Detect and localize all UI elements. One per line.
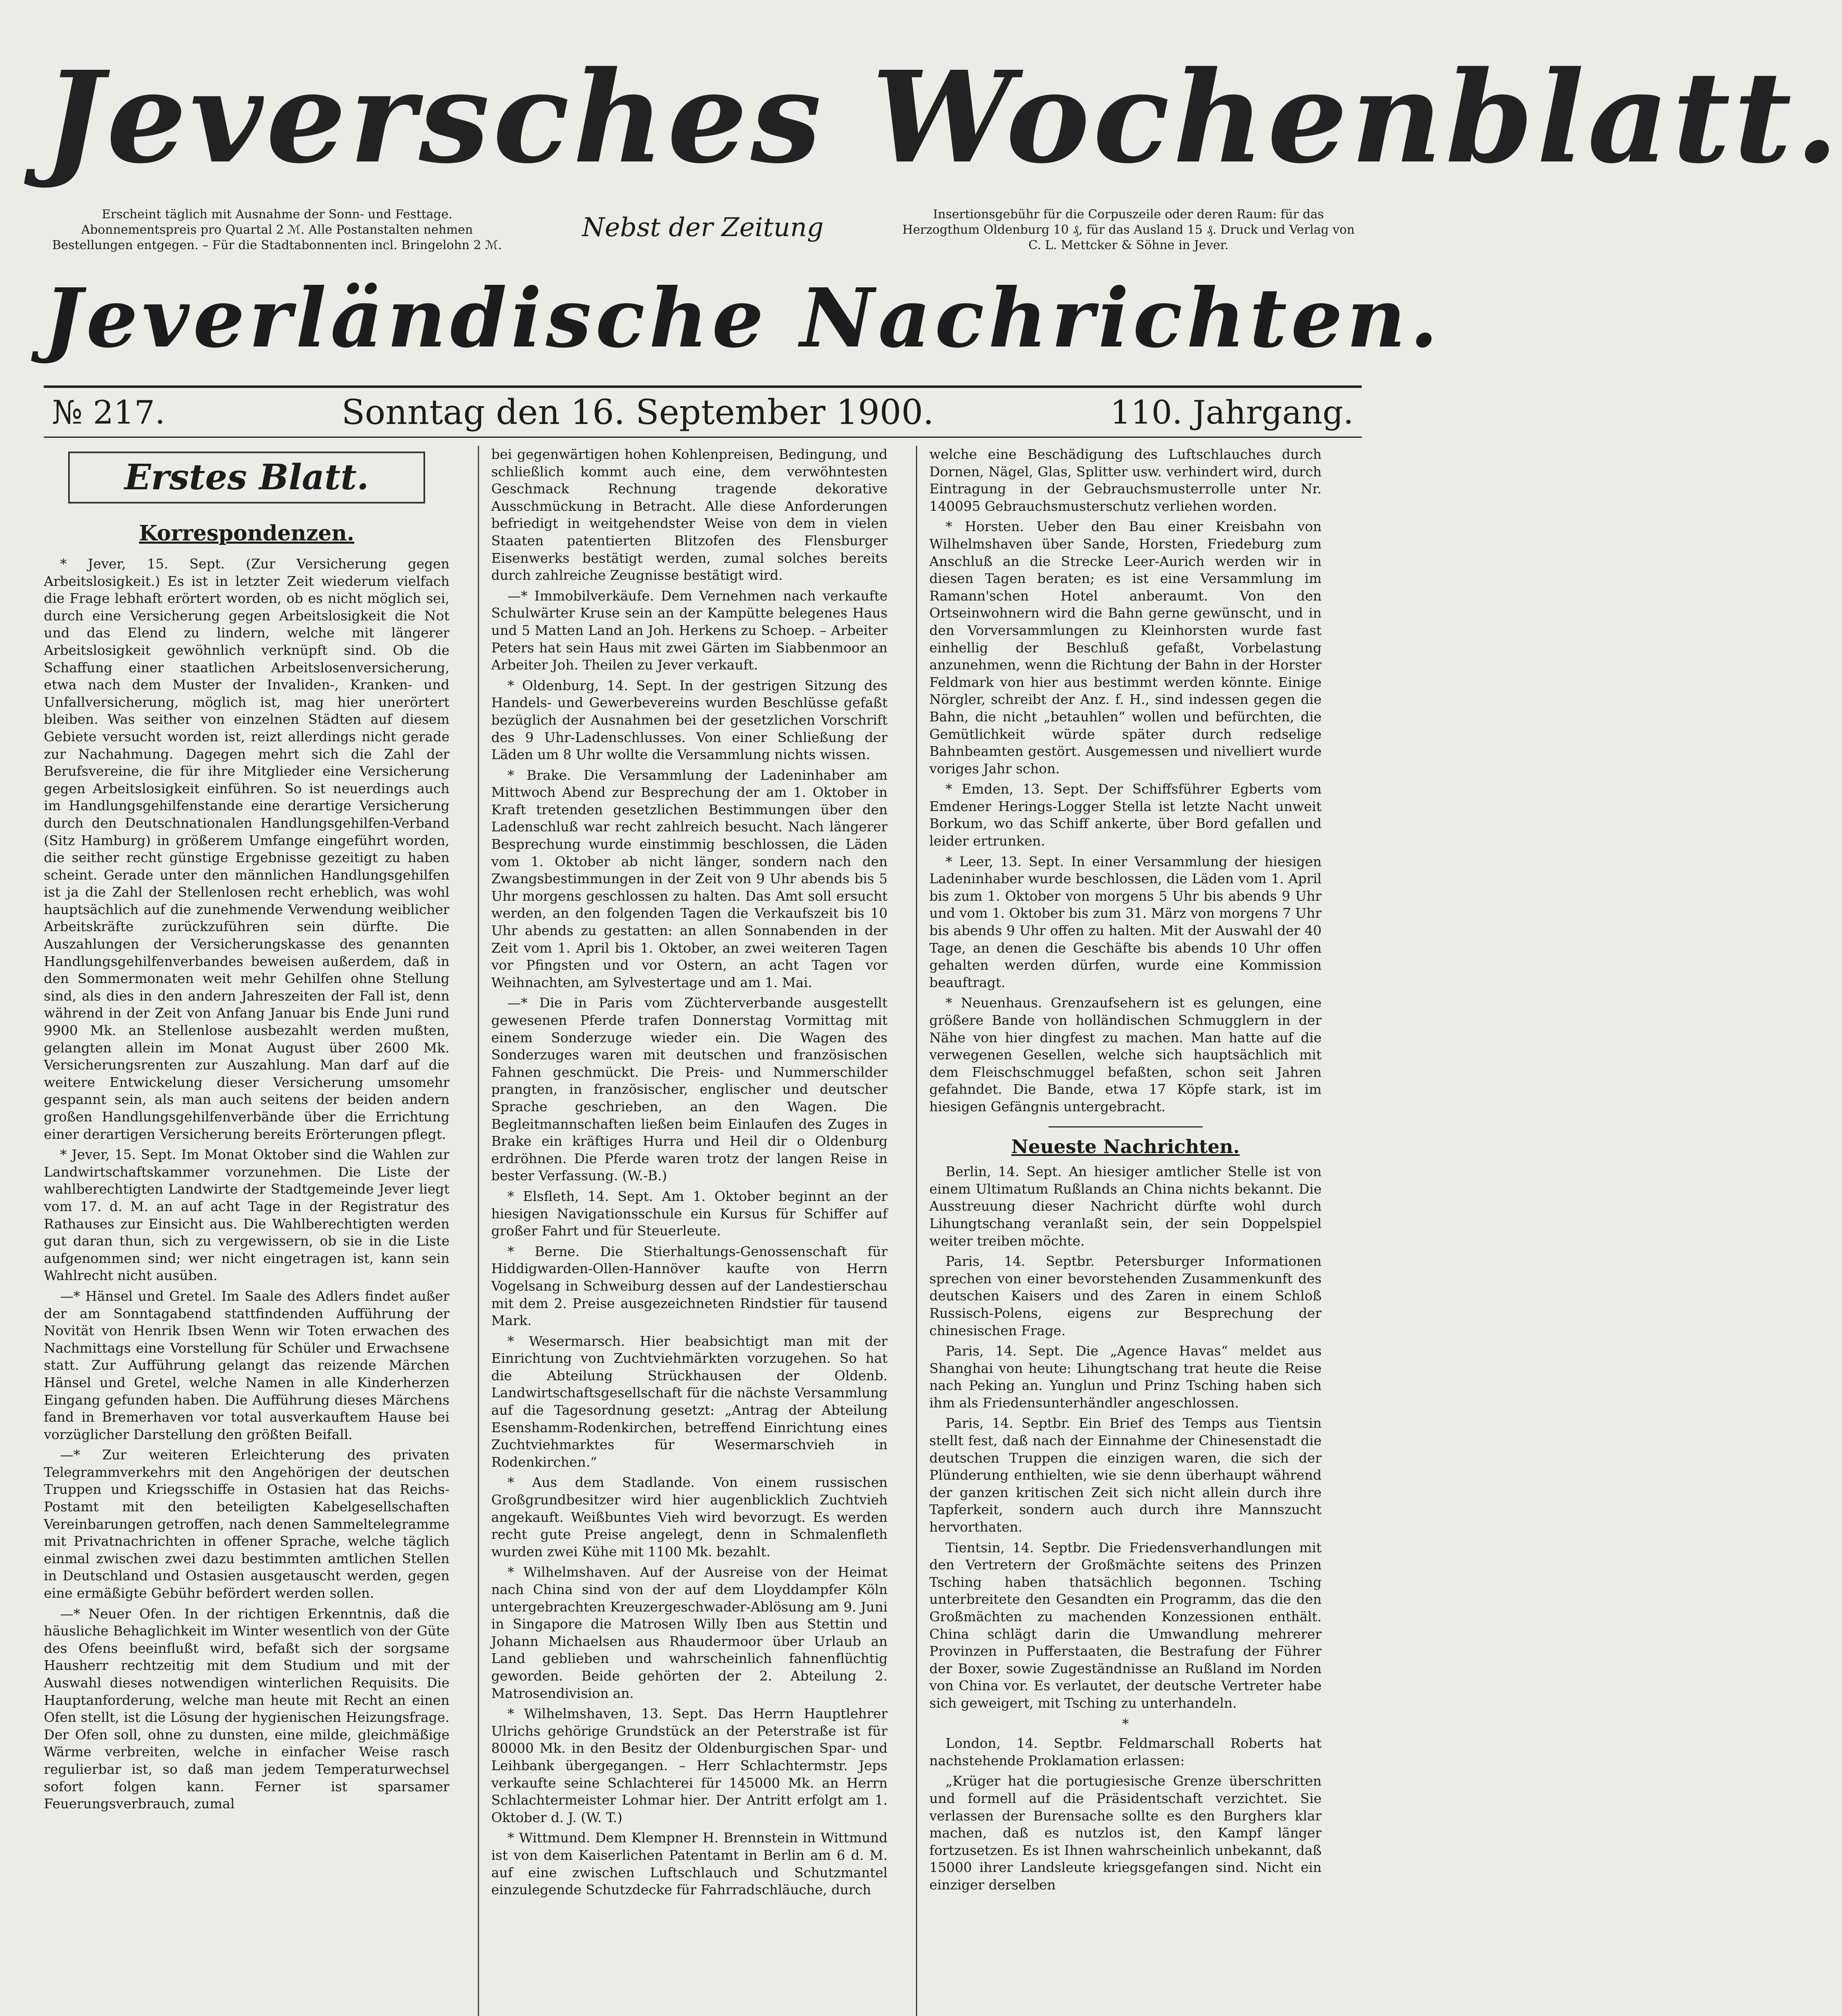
article-paragraph: * Emden, 13. Sept. Der Schiffsführer Egberts vom Emdener Herings-Logger Stella ist letzte Nacht unweit Borkum, wo das Schiff ankerte, über Bord gefallen und leider ertrunken. [929,781,1322,849]
article-paragraph: —* Hänsel und Gretel. Im Saale des Adlers findet außer der am Sonntagabend stattfindenden Aufführung der Novität von Henrik Ibsen Wenn wir Toten erwachen des Nachmittags eine Vorstellung für Schüler und Erwachsene statt. Zur Aufführung gelangt das reizende Märchen Hänsel und Gretel, welche Namen in alle Kinderherzen Eingang gefunden haben. Die Aufführung dieses Märchens fand in Bremerhaven vor total ausverkauftem Hause bei vorzüglicher Darstellung den größten Beifall. [44,1288,449,1442]
column-3 [916,446,1322,2016]
article-paragraph: * Jever, 15. Sept. (Zur Versicherung gegen Arbeitslosigkeit.) Es ist in letzter Zeit wiederum vielfach die Frage lebhaft erörtert worden, ob es nicht möglich sei, durch eine Versicherung gegen Arbeitslosigkeit die Not und das Elend zu lindern, welche mit längerer Arbeitslosigkeit gewöhnlich verknüpft sind. Ob die Schaffung einer staatlichen Arbeitslosenversicherung, etwa nach dem Muster der Invaliden-, Kranken- und Unfallversicherung, möglich ist, mag hier unerörtert bleiben. Was seither von einzelnen Städten auf diesem Gebiete versucht worden ist, reizt allerdings nicht gerade zur Nachahmung. Dagegen mehrt sich die Zahl der Berufsvereine, die für ihre Mitglieder eine Versicherung gegen Arbeitslosigkeit einführen. So ist neuerdings auch im Handlungsgehilfenstande eine derartige Versicherung durch den Deutschnationalen Handlungsgehilfen-Verband (Sitz Hamburg) in größerem Umfange eingeführt worden, die seither recht günstige Ergebnisse gezeitigt zu haben scheint. Gerade unter den männlichen Handlungsgehilfen ist ja die Zahl der Stellenlosen recht erheblich, was wohl hauptsächlich auf die zunehmende Verwendung weiblicher Arbeitskräfte zurückzuführen sein dürfte. Die Auszahlungen der Versicherungskasse des genannten Handlungsgehilfenverbandes beweisen außerdem, daß in den Sommermonaten weit mehr Gehilfen ohne Stellung sind, als dies in den andern Jahreszeiten der Fall ist, denn während in der Zeit von Anfang Januar bis Ende Juni rund 9900 Mk. an Stellenlose ausbezahlt werden mußten, gelangten allein im Monat August über 2600 Mk. Versicherungsrenten zur Auszahlung. Man darf auf die weitere Entwickelung dieser Versicherung umsomehr gespannt sein, als man auch seitens der beiden andern großen Handlungsgehilfenverbände über die Errichtung einer derartigen Versicherung bereits Erörterungen pflegt. [44,556,449,1142]
section-title: Erstes Blatt. [68,452,425,503]
masthead-supplement: Nebst der Zeitung [582,213,824,243]
advertising-info: Insertionsgebühr für die Corpuszeile oder deren Raum: für das Herzogthum Oldenburg 10 ₰, für das Ausland 15 ₰. Druck und Verlag von C. L. Mettcker & Söhne in Jever. [902,207,1355,252]
issue-date: Sonntag den 16. September 1900. [341,392,934,432]
article-paragraph: welche eine Beschädigung des Luftschlauches durch Dornen, Nägel, Glas, Splitter usw. verhindert wird, durch Eintragung in der Gebrauchsmusterrolle unter Nr. 140095 Gebrauchsmusterschutz verliehen worden. [929,446,1322,514]
article-paragraph: —* Immobilverkäufe. Dem Vernehmen nach verkaufte Schulwärter Kruse sein an der Kampütte belegenes Haus und 5 Matten Land an Joh. Herkens zu Schoep. – Arbeiter Peters hat sein Haus mit zwei Gärten im Siabbenmoor an Arbeiter Joh. Theilen zu Jever verkauft. [491,587,888,673]
article-paragraph: * Aus dem Stadlande. Von einem russischen Großgrundbesitzer wird hier augenblicklich Zuchtvieh angekauft. Weißbuntes Vieh wird bevorzugt. Es werden recht gute Preise angelegt, denn in Schmalenfleth wurden zwei Kühe mit 1100 Mk. bezahlt. [491,1474,888,1560]
news-paragraph: Berlin, 14. Sept. An hiesiger amtlicher Stelle ist von einem Ultimatum Rußlands an China nichts bekannt. Die Ausstreuung dieser Nachricht dürfte wohl durch Lihungtschang veranlaßt sein, der sein Doppelspiel weiter treiben möchte. [929,1164,1322,1249]
news-paragraph: Paris, 14. Septbr. Petersburger Informationen sprechen von einer bevorstehenden Zusammenkunft des deutschen Kaisers und des Zaren in einem Schloß Russisch-Polens, eigens zur Besprechung der chinesischen Frage. [929,1253,1322,1338]
correspondence-heading: Korrespondenzen. [139,521,355,546]
news-paragraph: Paris, 14. Septbr. Ein Brief des Temps aus Tientsin stellt fest, daß nach der Einnahme der Chinesenstadt die deutschen Truppen die einzigen waren, die sich der Plünderung enthielten, wie sie denn überhaupt während der ganzen kritischen Zeit sich nicht allein durch ihre Tapferkeit, sondern auch durch ihre Mannszucht hervorthaten. [929,1415,1322,1535]
dateline [44,385,1362,438]
article-paragraph: * Neuenhaus. Grenzaufsehern ist es gelungen, eine größere Bande von holländischen Schmugglern in der Nähe von hier dingfest zu machen. Man hatte auf die verwegenen Gesellen, welche sich hauptsächlich mit dem Fleischschmuggel befaßten, schon seit Jahren gefahndet. Die Bande, etwa 17 Köpfe stark, ist im hiesigen Gefängnis untergebracht. [929,995,1322,1115]
news-paragraph: Paris, 14. Sept. Die „Agence Havas“ meldet aus Shanghai von heute: Lihungtschang trat heute die Reise nach Peking an. Yunglun und Prinz Tsching haben sich ihm als Friedensunterhändler angeschlossen. [929,1343,1322,1411]
column-1 [44,446,449,2016]
news-paragraph: London, 14. Septbr. Feldmarschall Roberts hat nachstehende Proklamation erlassen: [929,1735,1322,1769]
article-paragraph: * Wilhelmshaven. Auf der Ausreise von der Heimat nach China sind von der auf dem Lloyddampfer Köln untergebrachten Kreuzergeschwader-Ablösung am 9. Juni in Singapore die Matrosen Willy Iben aus Stettin und Johann Michaelsen aus Rhaudermoor über Urlaub an Land geblieben und wahrscheinlich fahnenflüchtig geworden. Beide gehörten der 2. Abteilung 2. Matrosendivision an. [491,1564,888,1701]
section-divider [1049,1126,1203,1127]
issue-number: № 217. [52,393,166,431]
article-paragraph: * Jever, 15. Sept. Im Monat Oktober sind die Wahlen zur Landwirtschaftskammer vorzunehmen. Die Liste der wahlberechtigten Landwirte der Stadtgemeinde Jever liegt vom 17. d. M. an auf acht Tage in der Registratur des Rathauses zur Einsicht aus. Die Wahlberechtigten werden gut daran thun, sich zu vergewissern, ob sie in die Liste aufgenommen sind; wer nicht eingetragen ist, kann sein Wahlrecht nicht ausüben. [44,1147,449,1284]
article-paragraph: * Wilhelmshaven, 13. Sept. Das Herrn Hauptlehrer Ulrichs gehörige Grundstück an der Peterstraße ist für 80000 Mk. in den Besitz der Oldenburgischen Spar- und Leihbank übergegangen. – Herr Schlachtermstr. Jeps verkaufte seine Schlachterei für 145000 Mk. an Herrn Schlachtermeister Lohmar hier. Der Antritt erfolgt am 1. Oktober d. J. (W. T.) [491,1706,888,1825]
article-paragraph: * Wittmund. Dem Klempner H. Brennstein in Wittmund ist von dem Kaiserlichen Patentamt in Berlin am 6 d. M. auf eine zwischen Luftschlauch und Schutzmantel einzulegende Schutzdecke für Fahrradschläuche, durch [491,1830,888,1898]
article-paragraph: * Horsten. Ueber den Bau einer Kreisbahn von Wilhelmshaven über Sande, Horsten, Friedeburg zum Anschluß an die Strecke Leer-Aurich werden wir in diesen Tagen beraten; es ist eine Versammlung im Ramann'schen Hotel anberaumt. Von den Ortseinwohnern wird die Bahn gerne gewünscht, und in den Vorversammlungen zu Kleinhorsten wurde fast einhellig der Beschluß gefaßt, Vorbelastung anzunehmen, wenn die Richtung der Bahn in der Horster Feldmark von hier aus bestimmt werden könnte. Einige Nörgler, schreibt der Anz. f. H., sind indessen gegen die Bahn, die nicht „betauhlen“ wollen und befürchten, die Gemütlichkeit würde später durch redselige Bahnbeamten gestört. Ausgemessen und nivelliert wurde voriges Jahr schon. [929,519,1322,777]
masthead-title: Jeversches Wochenblatt. [44,44,1842,191]
article-paragraph: * Leer, 13. Sept. In einer Versammlung der hiesigen Ladeninhaber wurde beschlossen, die Läden vom 1. April bis zum 1. Oktober von morgens 5 Uhr bis abends 9 Uhr und vom 1. Oktober bis zum 31. März von morgens 7 Uhr bis abends 9 Uhr offen zu halten. Mit der Auswahl der 40 Tage, an denen die Geschäfte bis abends 10 Uhr offen gehalten werden dürfen, wurde eine Kommission beauftragt. [929,853,1322,990]
article-paragraph: bei gegenwärtigen hohen Kohlenpreisen, Bedingung, und schließlich kommt auch eine, dem verwöhntesten Geschmack Rechnung tragende dekorative Ausschmückung in Betracht. Alle diese Anforderungen befriedigt in weitgehendster Weise von dem in vielen Staaten patentierten Blitzofen des Flensburger Eisenwerks bestätigt werden, zumal solches bereits durch zahlreiche Zeugnisse bestätigt wird. [491,446,888,583]
volume-year: 110. Jahrgang. [1110,393,1354,431]
latest-news-heading: Neueste Nachrichten. [1011,1135,1240,1158]
article-paragraph: —* Die in Paris vom Züchterverbande ausgestellt gewesenen Pferde trafen Donnerstag Vormittag mit einem Sonderzuge wieder ein. Die Wagen des Sonderzuges waren mit deutschen und französischen Fahnen geschmückt. Die Preis- und Nummerschilder prangten, in französischer, englischer und deutscher Sprache geschrieben, an den Wagen. Die Begleitmannschaften ließen beim Einlaufen des Zuges in Brake ein kräftiges Hurra und Heil dir o Oldenburg erdröhnen. Die Pferde waren trotz der langen Reise in bester Verfassung. (W.-B.) [491,995,888,1184]
article-paragraph: —* Zur weiteren Erleichterung des privaten Telegrammverkehrs mit den Angehörigen der deutschen Truppen und Kriegsschiffe in Ostasien hat das Reichs-Postamt mit den beteiligten Kabelgesellschaften Vereinbarungen getroffen, nach denen Sammeltelegramme mit Privatnachrichten in offener Sprache, welche täglich einmal zwischen zwei dazu bestimmten amtlichen Stellen in Deutschland und Ostasien ausgetauscht werden, gegen eine ermäßigte Gebühr befördert werden sollen. [44,1447,449,1601]
subscription-info: Erscheint täglich mit Ausnahme der Sonn- und Festtage. Abonnementspreis pro Quartal 2 ℳ. Alle Postanstalten nehmen Bestellungen entgegen. – Für die Stadtabonnenten incl. Bringelohn 2 ℳ. [52,207,502,252]
article-paragraph: * Brake. Die Versammlung der Ladeninhaber am Mittwoch Abend zur Besprechung der am 1. Oktober in Kraft tretenden gesetzlichen Bestimmungen über den Ladenschluß war recht zahlreich besucht. Nach längerer Besprechung wurde einstimmig beschlossen, die Läden vom 1. Oktober ab nicht länger, sondern nach den Zwangsbestimmungen in der Zeit von 9 Uhr abends bis 5 Uhr morgens geschlossen zu halten. Das Amt soll ersucht werden, an den folgenden Tagen die Verkaufszeit bis 10 Uhr abends zu gestatten: an allen Sonnabenden in der Zeit vom 1. April bis 1. Oktober, an zwei weiteren Tagen vor Pfingsten und vor Ostern, an acht Tagen vor Weihnachten, am Sylvestertage und am 1. Mai. [491,767,888,990]
article-paragraph: * Oldenburg, 14. Sept. In der gestrigen Sitzung des Handels- und Gewerbevereins wurden Beschlüsse gefaßt bezüglich der Ausnahmen bei der gesetzlichen Vorschrift des 9 Uhr-Ladenschlusses. Von einer Schließung der Läden um 8 Uhr wollte die Versammlung nichts wissen. [491,677,888,763]
article-paragraph: * Elsfleth, 14. Sept. Am 1. Oktober beginnt an der hiesigen Navigationsschule ein Kursus für Schiffer auf großer Fahrt und für Steuerleute. [491,1188,888,1239]
article-paragraph: —* Neuer Ofen. In der richtigen Erkenntnis, daß die häusliche Behaglichkeit im Winter wesentlich von der Güte des Ofens beeinflußt wird, befaßt sich der sorgsame Hausherr rechtzeitig mit dem Studium und mit der Auswahl dieses notwendigen winterlichen Requisits. Die Hauptanforderung, welche man heute mit Recht an einen Ofen stellt, ist die Lösung der hygienischen Heizungsfrage. Der Ofen soll, ohne zu dunsten, eine milde, gleichmäßige Wärme verbreiten, welche in einfacher Weise rasch regulierbar ist, so daß man jedem Temperaturwechsel sofort folgen kann. Ferner ist sparsamer Feuerungsverbrauch, zumal [44,1605,449,1812]
masthead-subtitle: Jeverländische Nachrichten. [44,271,1442,366]
article-paragraph: * Berne. Die Stierhaltungs-Genossenschaft für Hiddigwarden-Ollen-Hannöver kaufte von Herrn Vogelsang in Schweiburg dessen auf der Landestierschau mit dem 2. Preise ausgezeichneten Rindstier für tausend Mark. [491,1243,888,1329]
article-paragraph: * Wesermarsch. Hier beabsichtigt man mit der Einrichtung von Zuchtviehmärkten vorzugehen. So hat die Abteilung Strückhausen der Oldenb. Landwirtschaftsgesellschaft für die nächste Versammlung auf die Tagesordnung gesetzt: „Antrag der Abteilung Esenshamm-Rodenkirchen, betreffend Einrichtung eines Zuchtviehmarktes für Wesermarschvieh in Rodenkirchen.“ [491,1333,888,1470]
article-columns [44,446,1362,2016]
news-paragraph: „Krüger hat die portugiesische Grenze überschritten und formell auf die Präsidentschaft verzichtet. Sie verlassen der Burensache sollte es den Burghers klar machen, daß es nutzlos ist, den Kampf länger fortzusetzen. Es ist Ihnen wahrscheinlich unbekannt, daß 15000 ihrer Landsleute kriegsgefangen sind. Nicht ein einziger derselben [929,1773,1322,1893]
separator-asterisk: * [1122,1715,1129,1732]
news-paragraph: Tientsin, 14. Septbr. Die Friedensverhandlungen mit den Vertretern der Großmächte seitens des Prinzen Tsching haben thatsächlich begonnen. Tsching unterbreitete den Gesandten ein Programm, das die den Großmächten zu machenden Konzessionen enthält. China schlägt darin die Umwandlung mehrerer Provinzen in Pufferstaaten, die Bestrafung der Führer der Boxer, sowie Zugeständnisse an Rußland im Norden von China vor. Es verlautet, der deutsche Vertreter habe sich geweigert, mit Tsching zu unterhandeln. [929,1539,1322,1711]
masthead-subhead [44,207,1362,268]
column-2 [478,446,888,2016]
